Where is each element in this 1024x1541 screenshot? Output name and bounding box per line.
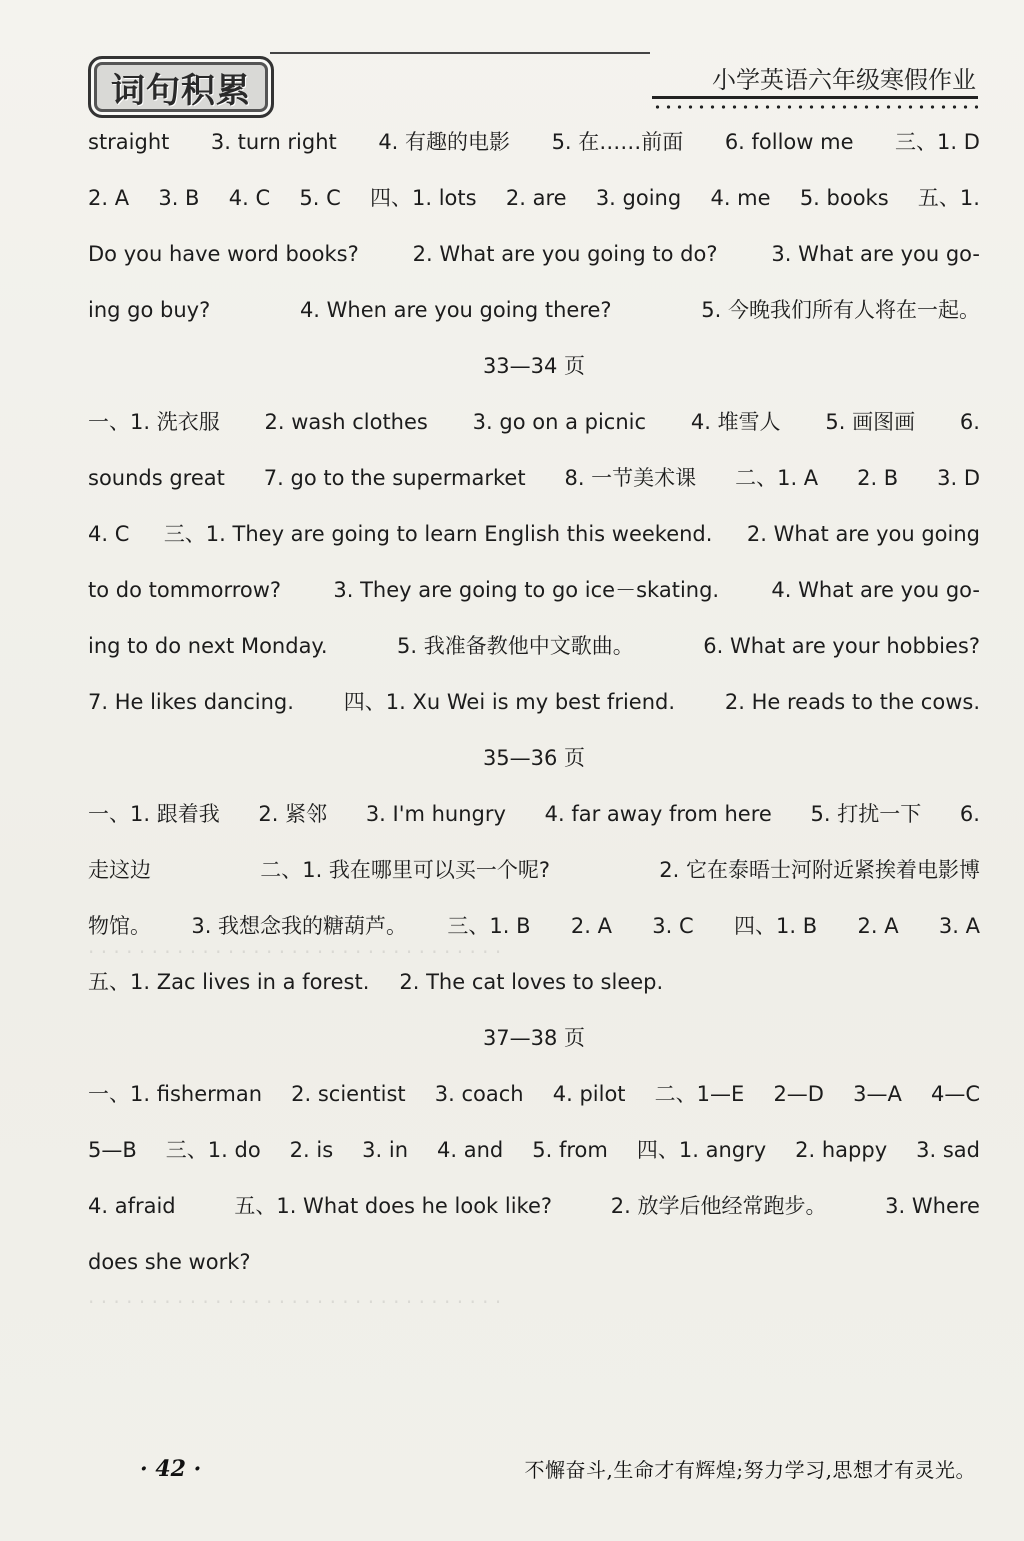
answer-segment: 2. A bbox=[88, 186, 130, 210]
answer-segment: 二、1. A bbox=[735, 466, 819, 490]
section-heading bbox=[88, 1010, 980, 1066]
answer-line bbox=[88, 674, 980, 730]
answer-segment: 三、1. They are going to learn English this weekend. bbox=[163, 522, 713, 546]
answer-line bbox=[88, 1234, 980, 1290]
section-badge-label: 词句积累 bbox=[111, 70, 251, 111]
answer-segment: 2. A bbox=[857, 914, 899, 938]
answer-segment: 2. He reads to the cows. bbox=[724, 690, 980, 714]
answer-segment: 5. 打扰一下 bbox=[810, 802, 922, 826]
header-rule bbox=[270, 52, 650, 54]
answer-segment: 4. What are you go- bbox=[771, 578, 980, 602]
answer-segment: Do you have word books? bbox=[88, 242, 359, 266]
answer-segment: 五、1. bbox=[917, 186, 980, 210]
answer-line bbox=[88, 1122, 980, 1178]
answer-segment: 二、1. 我在哪里可以买一个呢? bbox=[260, 858, 551, 882]
answer-segment: 4. and bbox=[437, 1138, 504, 1162]
answer-line bbox=[88, 562, 980, 618]
answer-segment: 6. follow me bbox=[724, 130, 854, 154]
answer-segment: 2. B bbox=[857, 466, 899, 490]
answer-segment: 四、1. Xu Wei is my best friend. bbox=[343, 690, 676, 714]
section-badge bbox=[88, 56, 274, 118]
answer-segment: 5. 我准备教他中文歌曲。 bbox=[397, 634, 634, 658]
section-heading bbox=[88, 338, 980, 394]
answer-line bbox=[88, 1066, 980, 1122]
page-number: · 42 · bbox=[140, 1456, 202, 1482]
answer-key-text bbox=[88, 114, 980, 1290]
answer-line bbox=[88, 394, 980, 450]
answer-segment: 33—34 页 bbox=[482, 354, 586, 378]
answer-line bbox=[88, 1178, 980, 1234]
answer-segment: 四、1. B bbox=[734, 914, 818, 938]
answer-segment: 2. happy bbox=[795, 1138, 888, 1162]
answer-segment: 2. The cat loves to sleep. bbox=[399, 970, 664, 994]
answer-segment: 3. D bbox=[937, 466, 980, 490]
footer-motto: 不懈奋斗,生命才有辉煌;努力学习,思想才有灵光。 bbox=[524, 1458, 976, 1482]
answer-segment: 4. me bbox=[710, 186, 771, 210]
answer-line bbox=[88, 954, 980, 1010]
answer-segment: 7. go to the supermarket bbox=[263, 466, 526, 490]
answer-segment: 3. coach bbox=[434, 1082, 524, 1106]
answer-segment: 四、1. angry bbox=[636, 1138, 767, 1162]
answer-segment: 3. B bbox=[158, 186, 200, 210]
answer-segment: 3—A bbox=[853, 1082, 902, 1106]
answer-segment: 4. 有趣的电影 bbox=[378, 130, 511, 154]
answer-line bbox=[88, 226, 980, 282]
answer-segment: 7. He likes dancing. bbox=[88, 690, 294, 714]
answer-segment: 6. What are your hobbies? bbox=[703, 634, 980, 658]
section-heading bbox=[88, 730, 980, 786]
answer-segment: 5. C bbox=[299, 186, 341, 210]
book-title: 小学英语六年级寒假作业 bbox=[712, 66, 976, 94]
answer-segment: 一、1. fisherman bbox=[88, 1082, 263, 1106]
answer-segment: 2. wash clothes bbox=[264, 410, 428, 434]
answer-segment: sounds great bbox=[88, 466, 225, 490]
bleed-through: · · · · · · · · · · · · · · · · · · · · · · · · · · · · · · · · · bbox=[88, 940, 502, 964]
answer-segment: 一、1. 洗衣服 bbox=[88, 410, 220, 434]
answer-segment: 3. C bbox=[652, 914, 694, 938]
answer-line bbox=[88, 506, 980, 562]
answer-segment: 2. 放学后他经常跑步。 bbox=[610, 1194, 827, 1218]
answer-line bbox=[88, 618, 980, 674]
answer-segment: 6. bbox=[959, 802, 980, 826]
answer-line bbox=[88, 898, 980, 954]
answer-segment: 4. afraid bbox=[88, 1194, 176, 1218]
answer-segment: 3. They are going to go ice－skating. bbox=[333, 578, 720, 602]
answer-segment: to do tommorrow? bbox=[88, 578, 282, 602]
answer-segment: 3. going bbox=[595, 186, 682, 210]
answer-line bbox=[88, 786, 980, 842]
answer-segment: 三、1. do bbox=[165, 1138, 261, 1162]
answer-segment: 2. A bbox=[570, 914, 612, 938]
answer-segment: 3. I'm hungry bbox=[365, 802, 506, 826]
answer-segment: 物馆。 bbox=[88, 914, 151, 938]
answer-segment: 5—B bbox=[88, 1138, 137, 1162]
answer-line bbox=[88, 170, 980, 226]
answer-segment: 5. 画图画 bbox=[825, 410, 916, 434]
answer-segment: 2. is bbox=[289, 1138, 334, 1162]
answer-segment: 走这边 bbox=[88, 858, 151, 882]
answer-segment: 2. are bbox=[505, 186, 567, 210]
answer-segment: 3. What are you go- bbox=[771, 242, 980, 266]
answer-segment: 4. pilot bbox=[552, 1082, 626, 1106]
bleed-through: · · · · · · · · · · · · · · · · · · · · · · · · · · · · · · · · · bbox=[88, 1290, 502, 1314]
answer-segment: 5. 今晚我们所有人将在一起。 bbox=[701, 298, 980, 322]
answer-segment: 4. When are you going there? bbox=[299, 298, 612, 322]
answer-line bbox=[88, 282, 980, 338]
answer-segment: 三、1. B bbox=[447, 914, 531, 938]
answer-segment: 五、1. What does he look like? bbox=[234, 1194, 553, 1218]
answer-segment: 4—C bbox=[930, 1082, 980, 1106]
answer-segment: 一、1. 跟着我 bbox=[88, 802, 220, 826]
answer-segment: 2. 紧邻 bbox=[258, 802, 328, 826]
header-dotted-line bbox=[652, 104, 978, 110]
answer-segment: 3. Where bbox=[885, 1194, 980, 1218]
answer-segment: 35—36 页 bbox=[482, 746, 586, 770]
answer-segment: 3. 我想念我的糖葫芦。 bbox=[191, 914, 408, 938]
answer-segment: 3. turn right bbox=[210, 130, 337, 154]
header-line bbox=[652, 96, 978, 99]
answer-segment: straight bbox=[88, 130, 170, 154]
answer-segment: 五、1. Zac lives in a forest. bbox=[88, 970, 370, 994]
answer-segment: 4. C bbox=[228, 186, 271, 210]
answer-segment: 2. 它在泰晤士河附近紧挨着电影博 bbox=[659, 858, 980, 882]
answer-line bbox=[88, 450, 980, 506]
answer-segment: 5. from bbox=[532, 1138, 608, 1162]
answer-segment: 3. sad bbox=[916, 1138, 980, 1162]
answer-segment: 4. far away from here bbox=[544, 802, 772, 826]
answer-segment: 4. C bbox=[88, 522, 130, 546]
answer-segment: 5. 在……前面 bbox=[551, 130, 684, 154]
answer-segment: ing to do next Monday. bbox=[88, 634, 328, 658]
answer-segment: 2. What are you going bbox=[746, 522, 980, 546]
answer-segment: 3. in bbox=[362, 1138, 409, 1162]
answer-segment: 三、1. D bbox=[895, 130, 980, 154]
answer-segment: 3. go on a picnic bbox=[472, 410, 647, 434]
answer-line bbox=[88, 114, 980, 170]
answer-segment: 6. bbox=[959, 410, 980, 434]
answer-line bbox=[88, 842, 980, 898]
answer-segment: 37—38 页 bbox=[482, 1026, 586, 1050]
answer-segment: does she work? bbox=[88, 1250, 251, 1274]
answer-segment: 2. scientist bbox=[291, 1082, 406, 1106]
answer-segment: 5. books bbox=[799, 186, 889, 210]
answer-segment: 2. What are you going to do? bbox=[412, 242, 718, 266]
answer-segment: 二、1—E bbox=[654, 1082, 745, 1106]
answer-segment: 2—D bbox=[773, 1082, 824, 1106]
answer-segment: 3. A bbox=[938, 914, 980, 938]
answer-segment: 4. 堆雪人 bbox=[690, 410, 781, 434]
answer-segment: 8. 一节美术课 bbox=[564, 466, 697, 490]
answer-segment: ing go buy? bbox=[88, 298, 211, 322]
answer-segment: 四、1. lots bbox=[370, 186, 477, 210]
